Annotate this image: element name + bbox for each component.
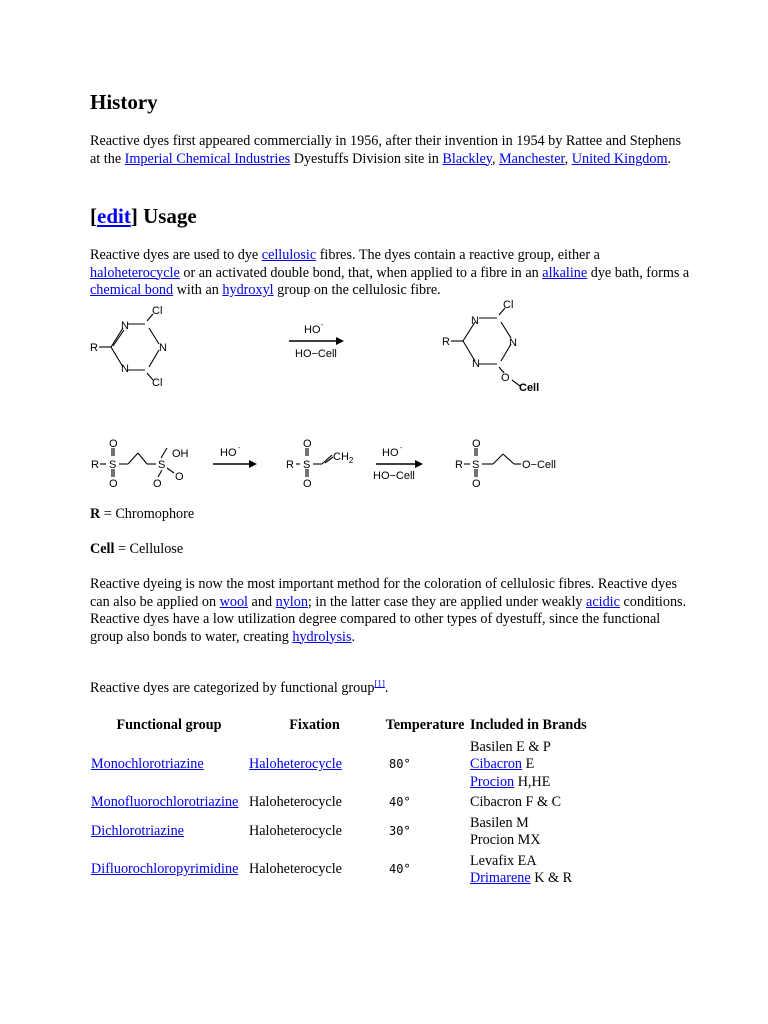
link-chemical-bond[interactable]: chemical bond	[90, 282, 174, 298]
r-group-label: R	[91, 459, 99, 471]
cell-meaning: = Cellulose	[114, 541, 184, 557]
link-blackley[interactable]: Blackley	[442, 150, 492, 167]
oxygen-label: O	[501, 372, 510, 384]
oxygen-label: O	[153, 478, 162, 490]
usage-text: dye bath, forms a	[587, 264, 690, 281]
period: .	[667, 150, 672, 167]
link-monochlorotriazine[interactable]: Monochlorotriazine	[91, 756, 204, 773]
cell-term: Cell	[90, 541, 115, 557]
brand-entry: Cibacron F & C	[470, 793, 562, 810]
hydroxide-label: HO	[382, 447, 399, 459]
bracket-open: [	[90, 204, 97, 228]
chlorine-label: Cl	[152, 305, 163, 317]
link-hydroxyl[interactable]: hydroxyl	[222, 282, 274, 298]
column-header: Fixation	[289, 717, 340, 733]
nitrogen-label: N	[509, 337, 517, 349]
link-dichlorotriazine[interactable]: Dichlorotriazine	[91, 823, 184, 840]
o-cell-label: O−Cell	[522, 459, 556, 471]
link-cibacron[interactable]: Cibacron	[470, 756, 523, 773]
brand-entry	[470, 870, 598, 888]
r-meaning: = Chromophore	[100, 506, 195, 522]
brand-entry: Basilen E & P	[470, 738, 551, 755]
brand-suffix: K & R	[530, 870, 573, 886]
edit-link[interactable]: edit	[97, 204, 131, 228]
fixation-cell: Haloheterocycle	[249, 823, 342, 840]
brands-cell	[469, 738, 599, 792]
r-group-label: R	[455, 459, 463, 471]
link-haloheterocycle[interactable]: haloheterocycle	[90, 264, 180, 281]
charge-label: -	[400, 445, 403, 452]
sulfur-label: S	[472, 459, 480, 471]
link-hydrolysis[interactable]: hydrolysis	[292, 628, 352, 645]
usage-paragraph-3	[90, 680, 690, 698]
link-united-kingdom[interactable]: United Kingdom	[571, 150, 668, 167]
hydroxyl-cellulose-label: HO−Cell	[373, 470, 415, 482]
hydroxyl-label: OH	[172, 448, 189, 460]
usage-paragraph-2	[90, 576, 690, 646]
oxygen-label: O	[109, 478, 118, 490]
nitrogen-label: N	[159, 342, 167, 354]
usage-heading	[90, 202, 197, 230]
group-cell	[90, 792, 248, 813]
nitrogen-label: N	[121, 363, 129, 375]
brands-cell	[469, 851, 599, 889]
sulfur-label: S	[109, 459, 117, 471]
r-group-label: R	[286, 459, 294, 471]
oxygen-label: O	[303, 438, 312, 450]
group-cell	[90, 851, 248, 889]
r-definition	[90, 506, 690, 524]
hydroxyl-cellulose-label: HO−Cell	[295, 348, 337, 360]
link-manchester[interactable]: Manchester	[499, 150, 565, 167]
triazine-reaction-diagram	[90, 300, 690, 410]
link-alkaline[interactable]: alkaline	[542, 264, 588, 281]
r-group-label: R	[442, 336, 450, 348]
charge-label: -	[321, 322, 324, 329]
chlorine-label: Cl	[503, 300, 514, 311]
arrow-head-icon	[415, 460, 423, 468]
brand-entry: Basilen M	[470, 814, 529, 831]
usage-text: ; in the latter case they are applied under weakly	[307, 593, 587, 610]
brand-entry: Procion MX	[470, 832, 541, 848]
functional-group-table	[90, 713, 599, 889]
brand-entry: Levafix EA	[470, 852, 537, 869]
temperature-cell: 40°	[389, 794, 411, 809]
reference-link[interactable]: [1]	[374, 678, 385, 689]
link-procion[interactable]: Procion	[470, 773, 515, 790]
usage-text: and	[248, 593, 276, 610]
fixation-cell	[248, 738, 381, 792]
history-text: Reactive dyes first appeared commercially in 1956, after their invention in 1954 by Rattee and Stephens at the	[90, 133, 681, 167]
hydroxide-label: HO	[304, 324, 321, 336]
usage-text: conditions. Reactive dyes have a low utilization degree compared to other types of dyestuff, since the functional group also bonds to water, creating	[90, 593, 687, 645]
usage-text: fibres. The dyes contain a reactive group, either a	[316, 247, 600, 263]
table-row	[90, 851, 599, 889]
usage-text: Reactive dyeing is now the most important method for the coloration of cellulosic fibres. Reactive dyes can also be applied on	[90, 576, 678, 610]
charge-label: -	[238, 445, 241, 452]
fixation-cell: Haloheterocycle	[249, 793, 342, 810]
sulfur-label: S	[303, 459, 311, 471]
link-drimarene[interactable]: Drimarene	[470, 870, 531, 886]
oxygen-label: O	[472, 478, 481, 490]
period: .	[384, 680, 389, 696]
usage-text: Reactive dyes are used to dye	[90, 247, 262, 263]
nitrogen-label: N	[471, 315, 479, 327]
r-term: R	[90, 506, 101, 522]
history-heading: History	[90, 90, 158, 114]
link-monofluorochlorotriazine[interactable]: Monofluorochlorotriazine	[91, 793, 239, 810]
usage-title: Usage	[137, 204, 197, 228]
temperature-cell: 30°	[389, 824, 411, 839]
group-cell	[90, 813, 248, 851]
group-cell	[90, 738, 248, 792]
link-wool[interactable]: wool	[219, 593, 248, 610]
usage-text: group on the cellulosic fibre.	[273, 282, 441, 298]
link-acidic[interactable]: acidic	[586, 593, 620, 610]
link-nylon[interactable]: nylon	[275, 593, 308, 610]
table-row	[90, 738, 599, 792]
usage-text: with an	[173, 282, 223, 298]
cell-definition	[90, 541, 690, 559]
cell-label: Cell	[519, 382, 540, 394]
separator: ,	[564, 150, 572, 167]
arrow-head-icon	[249, 460, 257, 468]
history-paragraph	[90, 133, 690, 168]
separator: ,	[491, 150, 500, 167]
brands-cell	[469, 792, 599, 813]
hydroxide-label: HO	[220, 447, 237, 459]
table-row	[90, 813, 599, 851]
table-header-row	[90, 713, 599, 738]
column-header: Temperature	[385, 717, 465, 733]
link-difluorochloropyrimidine[interactable]: Difluorochloropyrimidine	[91, 861, 239, 878]
r-group-label: R	[90, 342, 98, 354]
chlorine-label: Cl	[152, 377, 163, 389]
arrow-head-icon	[336, 337, 344, 345]
oxygen-label: O	[109, 438, 118, 450]
usage-text: or an activated double bond, that, when applied to a fibre in an	[179, 264, 543, 281]
brands-cell	[469, 813, 599, 851]
column-header: Included in Brands	[470, 717, 587, 733]
brand-entry	[470, 756, 598, 774]
link-imperial-chemical-industries[interactable]: Imperial Chemical Industries	[124, 150, 291, 167]
nitrogen-label: N	[472, 358, 480, 370]
bracket-close: ]	[130, 204, 138, 228]
vinylsulfone-reaction-diagram	[90, 436, 690, 494]
oxygen-label: O	[303, 478, 312, 490]
link-cellulosic[interactable]: cellulosic	[261, 247, 317, 263]
column-header: Functional group	[116, 717, 222, 733]
usage-text: Reactive dyes are categorized by functional group	[90, 680, 375, 696]
brand-suffix: H,HE	[514, 773, 551, 790]
history-text: Dyestuffs Division site in	[290, 150, 443, 167]
oxygen-label: O	[175, 471, 184, 483]
nitrogen-label: N	[121, 320, 129, 332]
period: .	[351, 628, 356, 645]
brand-entry	[470, 774, 598, 792]
sulfur-label: S	[158, 459, 166, 471]
oxygen-label: O	[472, 438, 481, 450]
fixation-cell: Haloheterocycle	[249, 861, 342, 878]
temperature-cell: 40°	[389, 862, 411, 877]
methylene-label: $CH_2$	[333, 451, 354, 465]
link-haloheterocycle[interactable]: Haloheterocycle	[249, 756, 342, 773]
brand-suffix: E	[522, 756, 535, 773]
temperature-cell: 80°	[389, 757, 411, 772]
table-row	[90, 792, 599, 813]
usage-paragraph-1	[90, 247, 690, 300]
